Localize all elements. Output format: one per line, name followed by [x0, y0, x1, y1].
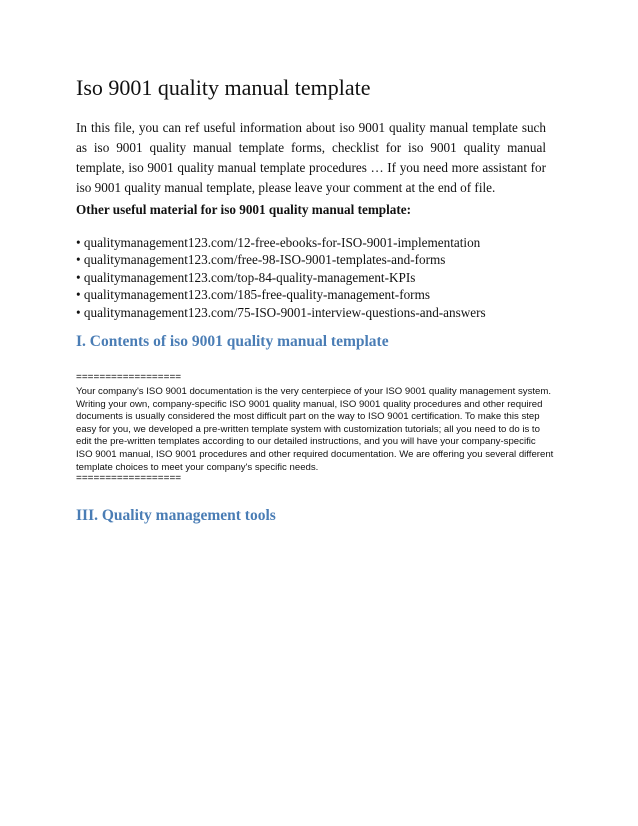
- document-title: Iso 9001 quality manual template: [76, 75, 371, 100]
- resource-link-list: [76, 234, 486, 321]
- other-material-heading: Other useful material for iso 9001 quality manual template:: [76, 202, 412, 217]
- intro-paragraph: In this file, you can ref useful information about iso 9001 quality manual template such as iso 9001 quality manual template forms, checklist for iso 9001 quality manual template, iso 9001 quality manual template procedures … If you need more assistant for iso 9001 quality manual template, please leave your comment at the end of file.: [76, 120, 546, 195]
- divider-top: ==================: [76, 372, 182, 383]
- resource-link-item[interactable]: • qualitymanagement123.com/185-free-quality-management-forms: [76, 287, 430, 303]
- section-contents-heading: I. Contents of iso 9001 quality manual template: [76, 333, 389, 350]
- divider-bottom: ==================: [76, 473, 182, 484]
- resource-link-item[interactable]: • qualitymanagement123.com/top-84-quality-management-KPIs: [76, 269, 416, 285]
- resource-link-item[interactable]: • qualitymanagement123.com/75-ISO-9001-interview-questions-and-answers: [76, 304, 486, 320]
- resource-link-item[interactable]: • qualitymanagement123.com/12-free-ebooks-for-ISO-9001-implementation: [76, 235, 481, 250]
- section-contents-body: Your company's ISO 9001 documentation is the very centerpiece of your ISO 9001 quality management system. Writing your own, company-specific ISO 9001 quality manual, ISO 9001 quality procedures and other required documents is usually considered the most difficult part on the way to ISO 9001 certification. To make this step easy for you, we developed a pre-written template system with customization tutorials; all you need to do is to edit the pre-written templates according to our detailed instructions, and you will have your company-specific ISO 9001 manual, ISO 9001 procedures and other required documentation. We are offering you several different template choices to meet your company's specific needs.: [76, 386, 554, 473]
- resource-link-item[interactable]: • qualitymanagement123.com/free-98-ISO-9001-templates-and-forms: [76, 252, 446, 268]
- section-tools-heading: III. Quality management tools: [76, 507, 276, 524]
